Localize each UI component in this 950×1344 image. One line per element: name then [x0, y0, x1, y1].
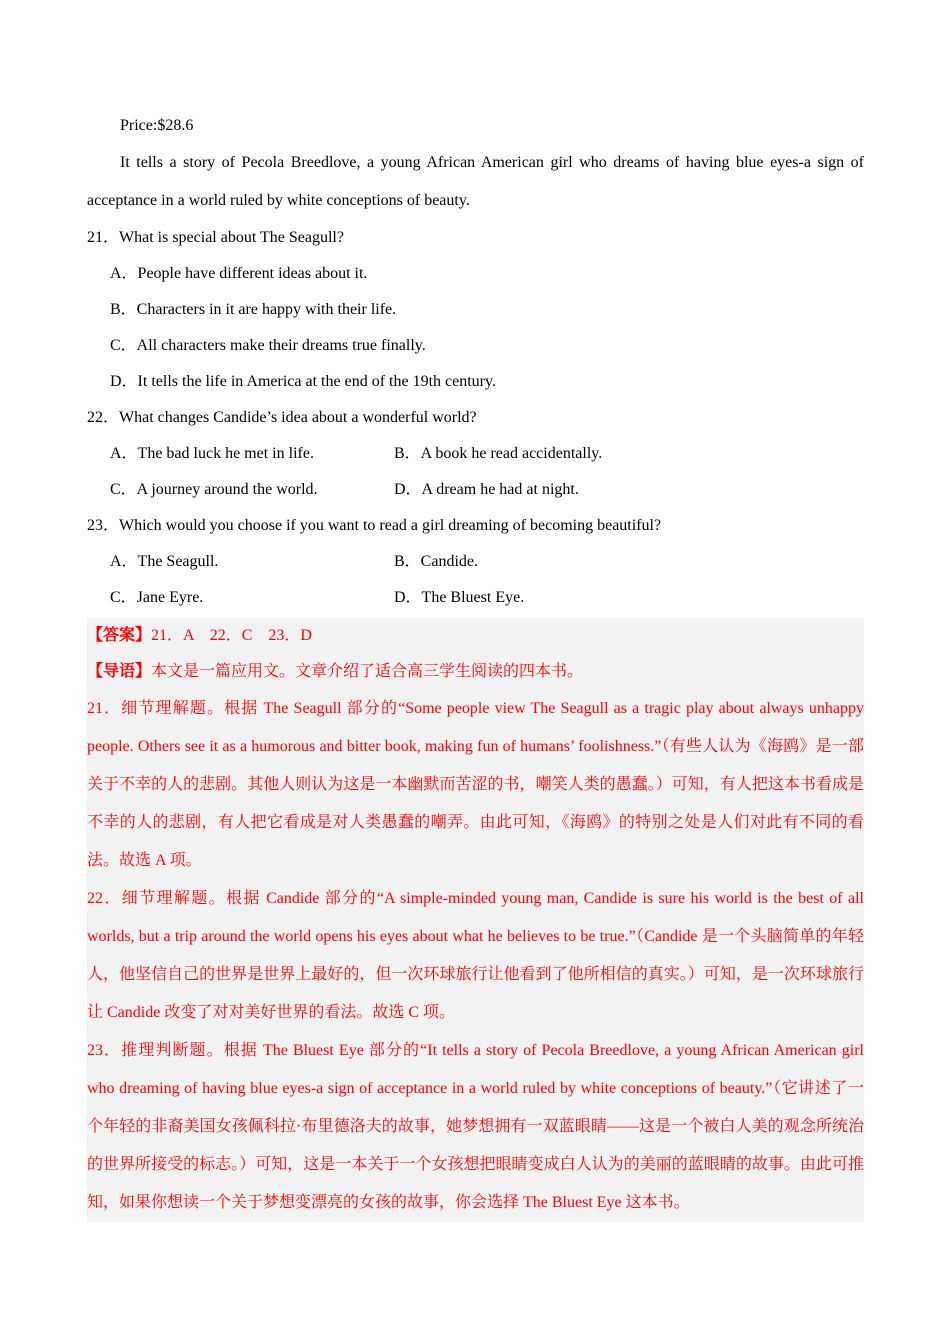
question-21-option-b: B．Characters in it are happy with their life.: [110, 301, 397, 318]
question-23-option-d: D．The Bluest Eye.: [394, 589, 525, 606]
question-23-option-b: B．Candide.: [394, 553, 478, 570]
question-23-option-a: A．The Seagull.: [110, 553, 219, 570]
question-22-option-b: B．A book he read accidentally.: [394, 445, 603, 462]
guide-label: 【导语】: [87, 663, 152, 680]
question-22-option-c: C．A journey around the world.: [110, 481, 318, 498]
question-21-option-a: A．People have different ideas about it.: [110, 265, 368, 282]
question-22-option-d: D．A dream he had at night.: [394, 481, 579, 498]
guide-text: 本文是一篇应用文。文章介绍了适合高三学生阅读的四本书。: [151, 663, 584, 680]
answer-label: 【答案】: [87, 627, 152, 644]
question-21-option-c: C．All characters make their dreams true finally.: [110, 337, 426, 354]
explanation-22: 22．细节理解题。根据 Candide 部分的“A simple-minded young man, Candide is sure his world is the best of all worlds, but a trip around the world opens his eyes about what he believes to be true.”（Candide 是一个头脑简单的年轻人，他坚信自己的世界是世界上最好的，但一次环球旅行让他看到了他所相信的真实。）可知，是一次环球旅行让 Candide 改变了对对美好世界的看法。故选 C 项。: [87, 890, 864, 1021]
question-23-options-row-2: [87, 580, 864, 616]
answer-section: [87, 618, 864, 1222]
document-page: [87, 108, 864, 1222]
question-22-stem: 22．What changes Candide’s idea about a wonderful world?: [87, 409, 477, 426]
book-price: Price:$28.6: [120, 117, 194, 134]
question-22-options-row-2: [87, 472, 864, 508]
question-23-options-row-1: [87, 544, 864, 580]
question-21-option-d: D．It tells the life in America at the end of the 19th century.: [110, 373, 496, 390]
question-23-option-c: C．Jane Eyre.: [110, 589, 204, 606]
answer-line: [87, 618, 864, 654]
question-21-stem: 21．What is special about The Seagull?: [87, 229, 344, 246]
explanation-21: 21．细节理解题。根据 The Seagull 部分的“Some people view The Seagull as a tragic play about always unhappy people. Others see it as a humorous and bitter book, making fun of humans’ foolishness.”（有些人认为《海鸥》是一部关于不幸的人的悲剧。其他人则认为这是一本幽默而苦涩的书，嘲笑人类的愚蠢。）可知，有人把这本书看成是不幸的人的悲剧，有人把它看成是对人类愚蠢的嘲弄。由此可知，《海鸥》的特别之处是人们对此有不同的看法。故选 A 项。: [87, 700, 864, 869]
explanation-23: 23．推理判断题。根据 The Bluest Eye 部分的“It tells a story of Pecola Breedlove, a young African American girl who dreaming of having blue eyes-a sign of acceptance in a world ruled by white conceptions of beauty.”（它讲述了一个年轻的非裔美国女孩佩科拉·布里德洛夫的故事，她梦想拥有一双蓝眼睛——这是一个被白人美的观念所统治的世界所接受的标志。）可知，这是一本关于一个女孩想把眼睛变成白人认为的美丽的蓝眼睛的故事。由此可推知，如果你想读一个关于梦想变漂亮的女孩的故事，你会选择 The Bluest Eye 这本书。: [87, 1042, 864, 1211]
question-22-options-row-1: [87, 436, 864, 472]
guide-line: [87, 654, 864, 690]
question-23-stem: 23．Which would you choose if you want to read a girl dreaming of becoming beautiful?: [87, 517, 662, 534]
question-22-option-a: A．The bad luck he met in life.: [110, 445, 314, 462]
answer-text: 21．A 22．C 23．D: [151, 627, 312, 644]
book-description: It tells a story of Pecola Breedlove, a young African American girl who dreams of having blue eyes-a sign of acceptance in a world ruled by white conceptions of beauty.: [87, 154, 864, 209]
